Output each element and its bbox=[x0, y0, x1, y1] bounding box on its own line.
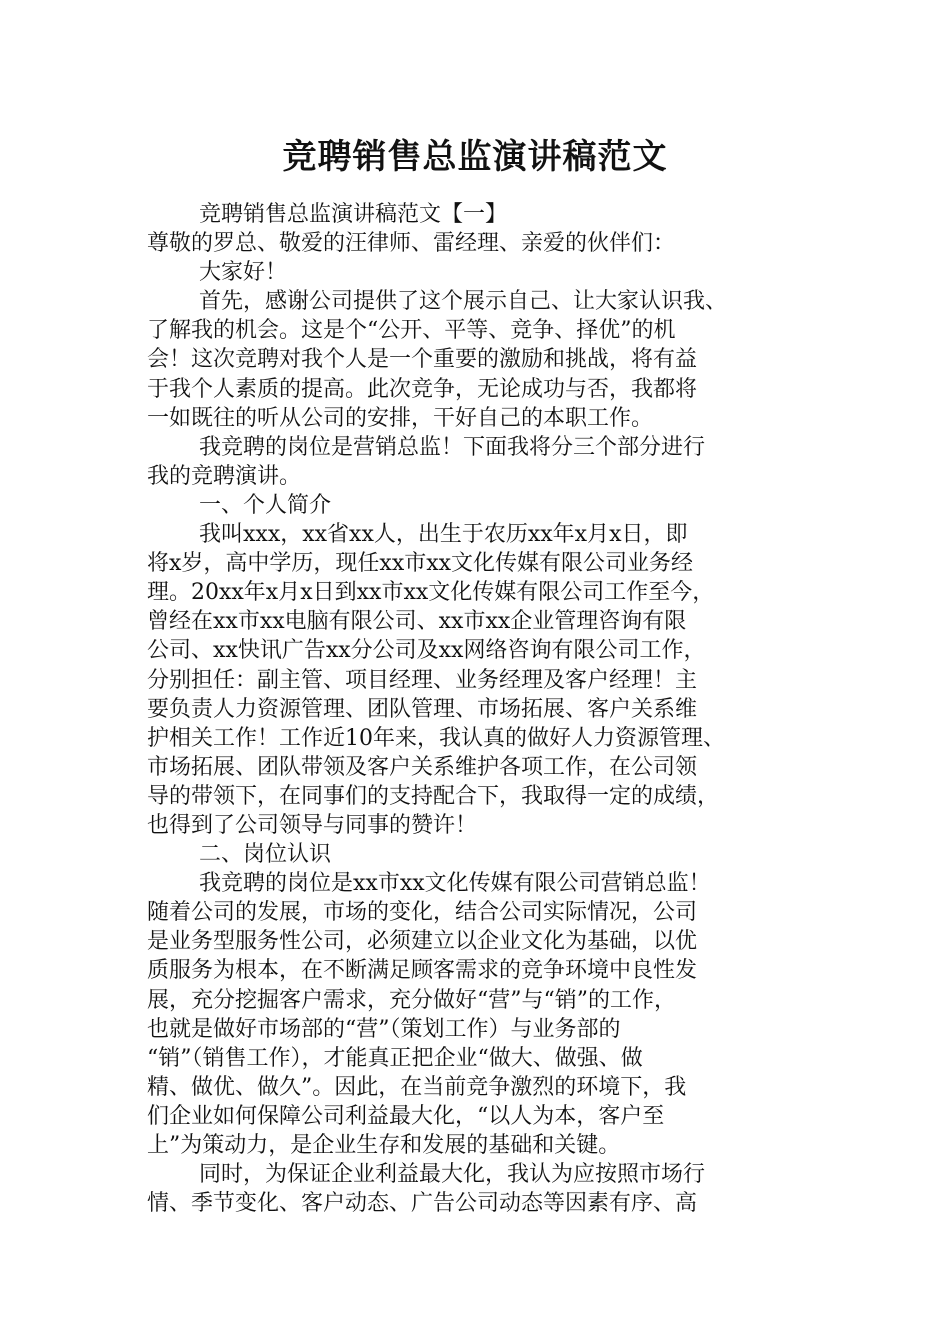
document-title: 竞聘销售总监演讲稿范文 bbox=[282, 137, 668, 177]
text-line: 随着公司的发展，市场的变化，结合公司实际情况，公司 bbox=[147, 900, 698, 926]
text-line: 了解我的机会。这是个“公开、平等、竞争、择优”的机 bbox=[147, 318, 676, 344]
text-line: 情、季节变化、客户动态、广告公司动态等因素有序、高 bbox=[147, 1191, 698, 1217]
text-line: 们企业如何保障公司利益最大化，“以人为本，客户至 bbox=[147, 1103, 665, 1129]
text-line: 护相关工作！工作近10年来，我认真的做好人力资源管理、 bbox=[147, 725, 725, 751]
document-body bbox=[147, 200, 807, 1218]
text-line: 将x岁，高中学历，现任xx市xx文化传媒有限公司业务经 bbox=[147, 551, 694, 577]
text-line: 市场拓展、团队带领及客户关系维护各项工作，在公司领 bbox=[147, 754, 698, 780]
text-line: 质服务为根本，在不断满足顾客需求的竞争环境中良性发 bbox=[147, 958, 698, 984]
text-line: 公司、xx快讯广告xx分公司及xx网络咨询有限公司工作， bbox=[147, 638, 706, 664]
text-line: 是业务型服务性公司，必须建立以企业文化为基础，以优 bbox=[147, 929, 698, 955]
text-line: 要负责人力资源管理、团队管理、市场拓展、客户关系维 bbox=[147, 696, 698, 722]
text-line: 也就是做好市场部的“营”（策划工作）与业务部的 bbox=[147, 1016, 621, 1042]
text-line: 展，充分挖掘客户需求，充分做好“营”与“销”的工作， bbox=[147, 987, 676, 1013]
text-line: 分别担任：副主管、项目经理、业务经理及客户经理！主 bbox=[147, 667, 698, 693]
text-line: 一、个人简介 bbox=[199, 492, 332, 518]
text-line: 二、岗位认识 bbox=[199, 842, 332, 868]
text-line: 精、做优、做久”。因此，在当前竞争激烈的环境下，我 bbox=[147, 1074, 687, 1100]
text-line: 上”为策动力，是企业生存和发展的基础和关键。 bbox=[147, 1133, 621, 1158]
text-line: 于我个人素质的提高。此次竞争，无论成功与否，我都将 bbox=[147, 376, 698, 402]
text-line: 大家好！ bbox=[199, 260, 288, 286]
text-line: 导的带领下，在同事们的支持配合下，我取得一定的成绩， bbox=[147, 783, 720, 809]
text-line: “销”（销售工作），才能真正把企业“做大、做强、做 bbox=[147, 1045, 643, 1071]
text-line: 一如既往的听从公司的安排，干好自己的本职工作。 bbox=[147, 405, 654, 431]
text-line: 理。20xx年x月x日到xx市xx文化传媒有限公司工作至今， bbox=[147, 580, 715, 606]
text-line: 同时，为保证企业利益最大化，我认为应按照市场行 bbox=[199, 1162, 706, 1188]
text-line: 我竞聘的岗位是xx市xx文化传媒有限公司营销总监！ bbox=[199, 871, 711, 897]
text-line: 会！这次竞聘对我个人是一个重要的激励和挑战，将有益 bbox=[147, 347, 698, 373]
text-line: 曾经在xx市xx电脑有限公司、xx市xx企业管理咨询有限 bbox=[147, 609, 687, 635]
text-line: 首先，感谢公司提供了这个展示自己、让大家认识我、 bbox=[199, 289, 728, 315]
text-line: 我竞聘的岗位是营销总监！下面我将分三个部分进行 bbox=[199, 434, 706, 460]
text-line: 我叫xxx，xx省xx人，出生于农历xx年x月x日，即 bbox=[199, 522, 688, 548]
text-line: 也得到了公司领导与同事的赞许！ bbox=[147, 812, 478, 838]
text-line: 我的竞聘演讲。 bbox=[147, 463, 302, 489]
text-line: 尊敬的罗总、敬爱的汪律师、雷经理、亲爱的伙伴们： bbox=[147, 231, 676, 257]
text-line: 竞聘销售总监演讲稿范文【一】 bbox=[199, 202, 508, 227]
